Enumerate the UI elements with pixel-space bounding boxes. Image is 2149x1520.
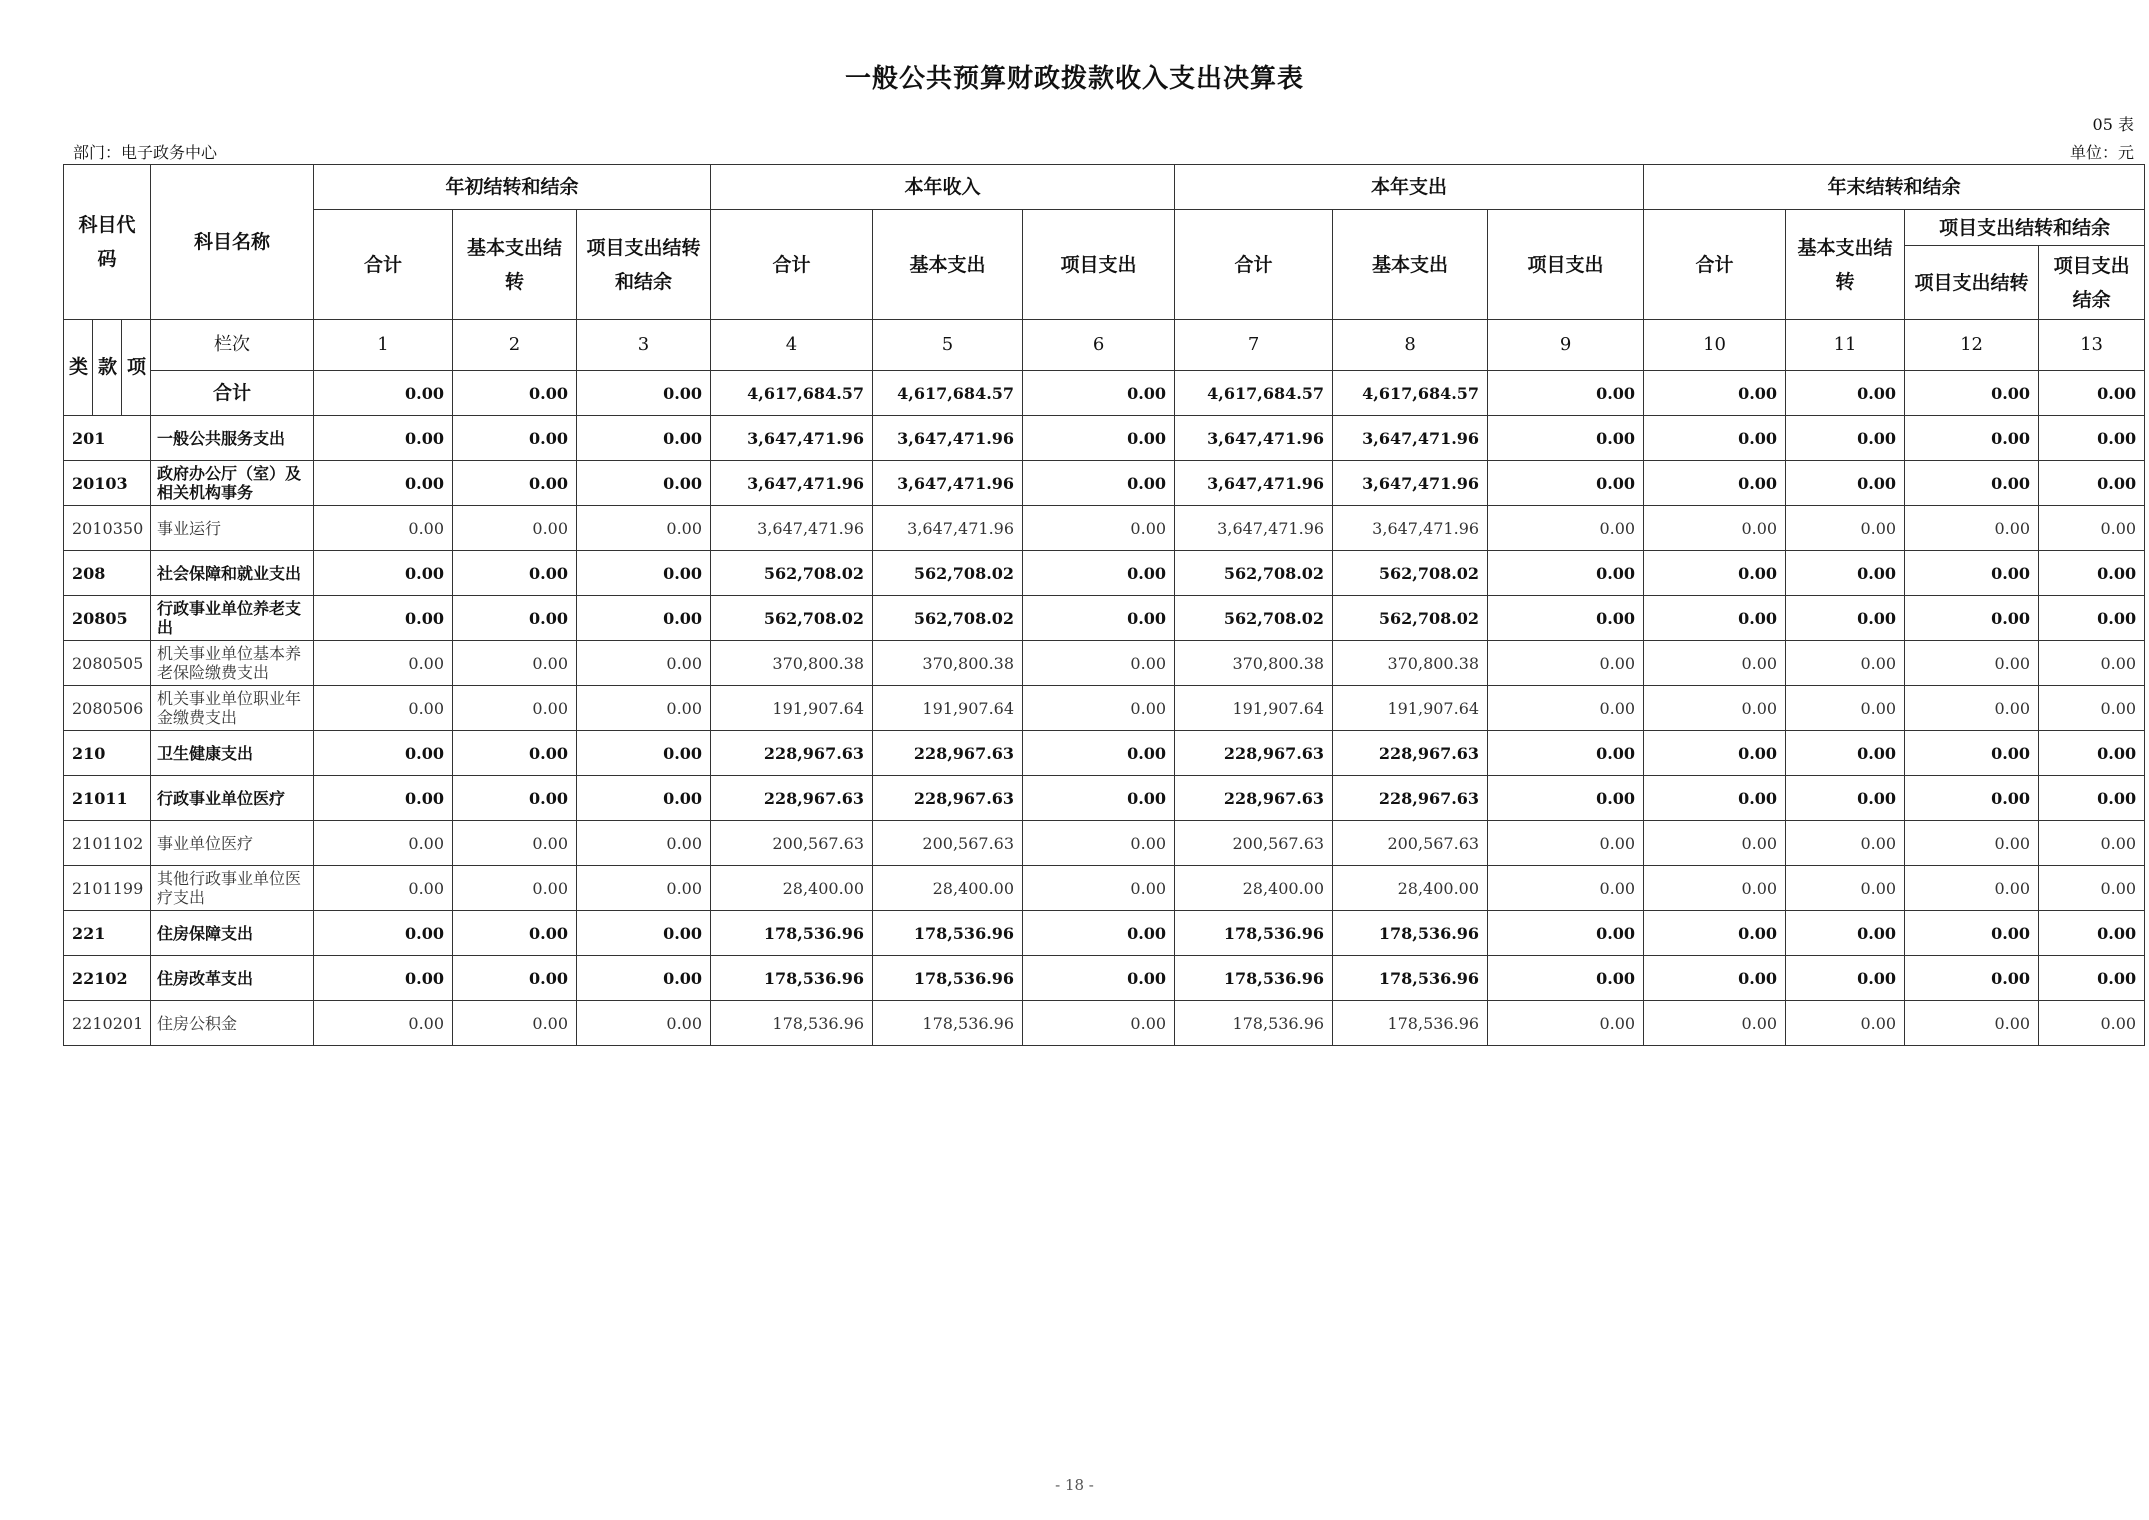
row-value-col-8: 178,536.96 <box>1333 956 1488 1001</box>
row-value-col-8: 178,536.96 <box>1333 911 1488 956</box>
row-code: 2210201 <box>64 1001 151 1046</box>
header-row-1 <box>64 165 2145 210</box>
row-code: 20805 <box>64 596 151 641</box>
row-value-col-7: 3,647,471.96 <box>1175 506 1333 551</box>
row-value-col-7: 3,647,471.96 <box>1175 416 1333 461</box>
row-value-col-11: 0.00 <box>1786 416 1905 461</box>
row-value-col-2: 0.00 <box>453 641 577 686</box>
row-name: 事业单位医疗 <box>151 821 314 866</box>
row-name: 机关事业单位职业年金缴费支出 <box>151 686 314 731</box>
row-value-col-10: 0.00 <box>1644 956 1786 1001</box>
row-name: 住房公积金 <box>151 1001 314 1046</box>
row-value-col-2: 0.00 <box>453 506 577 551</box>
row-code: 20103 <box>64 461 151 506</box>
row-value-col-13: 0.00 <box>2039 686 2145 731</box>
row-value-col-5: 178,536.96 <box>873 1001 1023 1046</box>
row-name: 机关事业单位基本养老保险缴费支出 <box>151 641 314 686</box>
row-value-col-11: 0.00 <box>1786 461 1905 506</box>
row-value-col-5: 562,708.02 <box>873 551 1023 596</box>
header-code: 科目代码 <box>64 165 151 320</box>
row-value-col-5: 370,800.38 <box>873 641 1023 686</box>
row-value-col-13: 0.00 <box>2039 821 2145 866</box>
row-value-col-12: 0.00 <box>1905 776 2039 821</box>
row-value-col-7: 562,708.02 <box>1175 596 1333 641</box>
row-name: 住房保障支出 <box>151 911 314 956</box>
row-value-col-3: 0.00 <box>577 596 711 641</box>
row-value-col-8: 4,617,684.57 <box>1333 371 1488 416</box>
row-value-col-12: 0.00 <box>1905 731 2039 776</box>
header-sub-7: 合计 <box>1175 210 1333 320</box>
row-value-col-2: 0.00 <box>453 866 577 911</box>
row-value-col-3: 0.00 <box>577 821 711 866</box>
header-sub-5: 基本支出 <box>873 210 1023 320</box>
row-value-col-1: 0.00 <box>314 911 453 956</box>
row-value-col-1: 0.00 <box>314 371 453 416</box>
row-value-col-6: 0.00 <box>1023 1001 1175 1046</box>
table-row <box>64 911 2145 956</box>
row-value-col-13: 0.00 <box>2039 911 2145 956</box>
row-value-col-12: 0.00 <box>1905 371 2039 416</box>
row-value-col-10: 0.00 <box>1644 731 1786 776</box>
row-value-col-6: 0.00 <box>1023 956 1175 1001</box>
header-sub-8: 基本支出 <box>1333 210 1488 320</box>
page-number: - 18 - <box>1055 1476 1094 1494</box>
col-num-8: 8 <box>1333 320 1488 371</box>
row-value-col-4: 228,967.63 <box>711 731 873 776</box>
header-sub-2: 基本支出结转 <box>453 210 577 320</box>
row-value-col-4: 200,567.63 <box>711 821 873 866</box>
row-code: 2080505 <box>64 641 151 686</box>
row-value-col-2: 0.00 <box>453 686 577 731</box>
row-value-col-9: 0.00 <box>1488 731 1644 776</box>
col-num-9: 9 <box>1488 320 1644 371</box>
row-value-col-5: 191,907.64 <box>873 686 1023 731</box>
row-value-col-4: 28,400.00 <box>711 866 873 911</box>
table-row <box>64 776 2145 821</box>
row-value-col-1: 0.00 <box>314 731 453 776</box>
row-value-col-3: 0.00 <box>577 416 711 461</box>
department-label: 部门：电子政务中心 <box>73 143 218 162</box>
row-value-col-2: 0.00 <box>453 371 577 416</box>
row-value-col-7: 191,907.64 <box>1175 686 1333 731</box>
row-value-col-9: 0.00 <box>1488 371 1644 416</box>
row-value-col-10: 0.00 <box>1644 641 1786 686</box>
report-title: 一般公共预算财政拨款收入支出决算表 <box>844 64 1304 94</box>
row-value-col-2: 0.00 <box>453 416 577 461</box>
table-row <box>64 866 2145 911</box>
row-value-col-13: 0.00 <box>2039 731 2145 776</box>
row-name: 行政事业单位医疗 <box>151 776 314 821</box>
row-value-col-2: 0.00 <box>453 1001 577 1046</box>
col-num-7: 7 <box>1175 320 1333 371</box>
row-value-col-13: 0.00 <box>2039 596 2145 641</box>
row-code: 201 <box>64 416 151 461</box>
row-value-col-11: 0.00 <box>1786 866 1905 911</box>
row-value-col-12: 0.00 <box>1905 1001 2039 1046</box>
header-sub-4: 合计 <box>711 210 873 320</box>
row-value-col-10: 0.00 <box>1644 866 1786 911</box>
table-row <box>64 371 2145 416</box>
row-value-col-5: 3,647,471.96 <box>873 461 1023 506</box>
row-value-col-9: 0.00 <box>1488 911 1644 956</box>
row-value-col-4: 4,617,684.57 <box>711 371 873 416</box>
row-value-col-13: 0.00 <box>2039 956 2145 1001</box>
row-value-col-5: 178,536.96 <box>873 956 1023 1001</box>
row-value-col-10: 0.00 <box>1644 461 1786 506</box>
row-value-col-6: 0.00 <box>1023 596 1175 641</box>
row-value-col-11: 0.00 <box>1786 1001 1905 1046</box>
row-value-col-1: 0.00 <box>314 416 453 461</box>
row-value-col-6: 0.00 <box>1023 371 1175 416</box>
row-name: 社会保障和就业支出 <box>151 551 314 596</box>
col-num-10: 10 <box>1644 320 1786 371</box>
column-number-row <box>64 320 2145 371</box>
row-value-col-8: 228,967.63 <box>1333 776 1488 821</box>
row-value-col-3: 0.00 <box>577 686 711 731</box>
row-value-col-2: 0.00 <box>453 956 577 1001</box>
row-value-col-13: 0.00 <box>2039 776 2145 821</box>
row-value-col-4: 3,647,471.96 <box>711 416 873 461</box>
row-value-col-11: 0.00 <box>1786 776 1905 821</box>
row-value-col-5: 228,967.63 <box>873 731 1023 776</box>
row-value-col-9: 0.00 <box>1488 956 1644 1001</box>
row-value-col-5: 3,647,471.96 <box>873 416 1023 461</box>
row-value-col-11: 0.00 <box>1786 821 1905 866</box>
row-value-col-12: 0.00 <box>1905 866 2039 911</box>
row-value-col-10: 0.00 <box>1644 551 1786 596</box>
row-value-col-4: 178,536.96 <box>711 911 873 956</box>
row-value-col-3: 0.00 <box>577 776 711 821</box>
row-value-col-1: 0.00 <box>314 551 453 596</box>
row-value-col-12: 0.00 <box>1905 551 2039 596</box>
row-value-col-7: 28,400.00 <box>1175 866 1333 911</box>
row-value-col-10: 0.00 <box>1644 506 1786 551</box>
row-value-col-4: 178,536.96 <box>711 1001 873 1046</box>
row-value-col-8: 178,536.96 <box>1333 1001 1488 1046</box>
table-row <box>64 1001 2145 1046</box>
row-value-col-9: 0.00 <box>1488 416 1644 461</box>
row-value-col-6: 0.00 <box>1023 551 1175 596</box>
table-row <box>64 686 2145 731</box>
row-value-col-6: 0.00 <box>1023 776 1175 821</box>
row-name: 合计 <box>151 371 314 416</box>
header-sub-9: 项目支出 <box>1488 210 1644 320</box>
row-value-col-11: 0.00 <box>1786 596 1905 641</box>
row-value-col-6: 0.00 <box>1023 506 1175 551</box>
table-row <box>64 731 2145 776</box>
row-value-col-13: 0.00 <box>2039 506 2145 551</box>
row-value-col-3: 0.00 <box>577 461 711 506</box>
row-value-col-10: 0.00 <box>1644 776 1786 821</box>
header-name: 科目名称 <box>151 165 314 320</box>
row-value-col-1: 0.00 <box>314 1001 453 1046</box>
row-value-col-10: 0.00 <box>1644 911 1786 956</box>
col-num-12: 12 <box>1905 320 2039 371</box>
row-code: 2101102 <box>64 821 151 866</box>
row-value-col-13: 0.00 <box>2039 1001 2145 1046</box>
row-value-col-5: 4,617,684.57 <box>873 371 1023 416</box>
col-num-6: 6 <box>1023 320 1175 371</box>
unit-label: 单位：元 <box>2069 143 2134 162</box>
row-value-col-12: 0.00 <box>1905 416 2039 461</box>
row-value-col-6: 0.00 <box>1023 461 1175 506</box>
header-row-2 <box>64 210 2145 246</box>
table-row <box>64 821 2145 866</box>
row-value-col-9: 0.00 <box>1488 506 1644 551</box>
row-value-col-3: 0.00 <box>577 551 711 596</box>
header-sub-3: 项目支出结转和结余 <box>577 210 711 320</box>
row-value-col-3: 0.00 <box>577 956 711 1001</box>
header-sub-6: 项目支出 <box>1023 210 1175 320</box>
category-lei: 类 <box>64 320 93 416</box>
row-value-col-13: 0.00 <box>2039 866 2145 911</box>
row-value-col-4: 178,536.96 <box>711 956 873 1001</box>
row-value-col-13: 0.00 <box>2039 641 2145 686</box>
row-name: 事业运行 <box>151 506 314 551</box>
row-value-col-6: 0.00 <box>1023 821 1175 866</box>
row-code: 210 <box>64 731 151 776</box>
row-value-col-6: 0.00 <box>1023 731 1175 776</box>
row-value-col-11: 0.00 <box>1786 641 1905 686</box>
row-value-col-6: 0.00 <box>1023 866 1175 911</box>
row-value-col-13: 0.00 <box>2039 371 2145 416</box>
row-value-col-8: 228,967.63 <box>1333 731 1488 776</box>
row-value-col-4: 3,647,471.96 <box>711 461 873 506</box>
row-value-col-13: 0.00 <box>2039 416 2145 461</box>
row-value-col-7: 200,567.63 <box>1175 821 1333 866</box>
row-value-col-7: 3,647,471.96 <box>1175 461 1333 506</box>
row-value-col-13: 0.00 <box>2039 461 2145 506</box>
category-xiang: 项 <box>122 320 151 416</box>
row-value-col-9: 0.00 <box>1488 1001 1644 1046</box>
row-value-col-13: 0.00 <box>2039 551 2145 596</box>
row-value-col-10: 0.00 <box>1644 596 1786 641</box>
col-num-4: 4 <box>711 320 873 371</box>
column-label: 栏次 <box>151 320 314 371</box>
row-value-col-9: 0.00 <box>1488 596 1644 641</box>
header-sub-1: 合计 <box>314 210 453 320</box>
row-value-col-7: 178,536.96 <box>1175 911 1333 956</box>
row-value-col-10: 0.00 <box>1644 821 1786 866</box>
row-value-col-6: 0.00 <box>1023 641 1175 686</box>
row-value-col-5: 178,536.96 <box>873 911 1023 956</box>
row-value-col-9: 0.00 <box>1488 641 1644 686</box>
table-number: 05 表 <box>2092 115 2134 134</box>
row-value-col-5: 28,400.00 <box>873 866 1023 911</box>
row-value-col-3: 0.00 <box>577 371 711 416</box>
row-value-col-8: 3,647,471.96 <box>1333 506 1488 551</box>
row-code: 21011 <box>64 776 151 821</box>
row-value-col-2: 0.00 <box>453 551 577 596</box>
row-value-col-3: 0.00 <box>577 866 711 911</box>
row-value-col-2: 0.00 <box>453 596 577 641</box>
row-value-col-7: 178,536.96 <box>1175 1001 1333 1046</box>
row-value-col-11: 0.00 <box>1786 371 1905 416</box>
row-value-col-12: 0.00 <box>1905 686 2039 731</box>
header-proj-group: 项目支出结转和结余 <box>1905 210 2145 246</box>
row-value-col-3: 0.00 <box>577 1001 711 1046</box>
row-value-col-1: 0.00 <box>314 506 453 551</box>
row-code: 2080506 <box>64 686 151 731</box>
row-value-col-4: 191,907.64 <box>711 686 873 731</box>
row-name: 住房改革支出 <box>151 956 314 1001</box>
row-code: 221 <box>64 911 151 956</box>
row-value-col-4: 370,800.38 <box>711 641 873 686</box>
col-num-13: 13 <box>2039 320 2145 371</box>
row-value-col-11: 0.00 <box>1786 506 1905 551</box>
row-value-col-12: 0.00 <box>1905 911 2039 956</box>
row-value-col-12: 0.00 <box>1905 506 2039 551</box>
table-row <box>64 506 2145 551</box>
row-value-col-11: 0.00 <box>1786 551 1905 596</box>
row-value-col-9: 0.00 <box>1488 776 1644 821</box>
row-value-col-7: 228,967.63 <box>1175 776 1333 821</box>
row-value-col-8: 28,400.00 <box>1333 866 1488 911</box>
row-value-col-4: 562,708.02 <box>711 551 873 596</box>
col-num-2: 2 <box>453 320 577 371</box>
row-value-col-11: 0.00 <box>1786 731 1905 776</box>
row-value-col-10: 0.00 <box>1644 686 1786 731</box>
row-value-col-8: 3,647,471.96 <box>1333 416 1488 461</box>
row-value-col-8: 370,800.38 <box>1333 641 1488 686</box>
row-value-col-1: 0.00 <box>314 461 453 506</box>
row-value-col-7: 562,708.02 <box>1175 551 1333 596</box>
row-value-col-2: 0.00 <box>453 821 577 866</box>
row-name: 行政事业单位养老支出 <box>151 596 314 641</box>
row-value-col-6: 0.00 <box>1023 686 1175 731</box>
row-value-col-8: 200,567.63 <box>1333 821 1488 866</box>
row-value-col-5: 228,967.63 <box>873 776 1023 821</box>
header-group-2: 本年收入 <box>711 165 1175 210</box>
row-value-col-3: 0.00 <box>577 731 711 776</box>
row-value-col-10: 0.00 <box>1644 1001 1786 1046</box>
row-name: 卫生健康支出 <box>151 731 314 776</box>
row-value-col-2: 0.00 <box>453 461 577 506</box>
row-value-col-8: 191,907.64 <box>1333 686 1488 731</box>
header-group-3: 本年支出 <box>1175 165 1644 210</box>
row-value-col-7: 228,967.63 <box>1175 731 1333 776</box>
row-name: 其他行政事业单位医疗支出 <box>151 866 314 911</box>
header-group-4: 年末结转和结余 <box>1644 165 2145 210</box>
row-value-col-8: 562,708.02 <box>1333 596 1488 641</box>
table-row <box>64 641 2145 686</box>
row-value-col-2: 0.00 <box>453 731 577 776</box>
row-value-col-11: 0.00 <box>1786 686 1905 731</box>
row-value-col-3: 0.00 <box>577 641 711 686</box>
row-code: 208 <box>64 551 151 596</box>
header-proj-sub-2: 项目支出结余 <box>2039 246 2145 320</box>
row-name: 一般公共服务支出 <box>151 416 314 461</box>
row-value-col-9: 0.00 <box>1488 866 1644 911</box>
row-value-col-10: 0.00 <box>1644 371 1786 416</box>
row-value-col-1: 0.00 <box>314 866 453 911</box>
row-code: 22102 <box>64 956 151 1001</box>
row-value-col-12: 0.00 <box>1905 641 2039 686</box>
row-value-col-3: 0.00 <box>577 506 711 551</box>
row-value-col-1: 0.00 <box>314 596 453 641</box>
row-value-col-11: 0.00 <box>1786 956 1905 1001</box>
table-row <box>64 596 2145 641</box>
row-value-col-9: 0.00 <box>1488 551 1644 596</box>
table-row <box>64 551 2145 596</box>
row-value-col-2: 0.00 <box>453 776 577 821</box>
table-row <box>64 416 2145 461</box>
row-value-col-8: 562,708.02 <box>1333 551 1488 596</box>
row-value-col-10: 0.00 <box>1644 416 1786 461</box>
col-num-1: 1 <box>314 320 453 371</box>
row-value-col-7: 178,536.96 <box>1175 956 1333 1001</box>
table-row <box>64 461 2145 506</box>
row-value-col-7: 4,617,684.57 <box>1175 371 1333 416</box>
col-num-11: 11 <box>1786 320 1905 371</box>
col-num-5: 5 <box>873 320 1023 371</box>
table-row <box>64 956 2145 1001</box>
row-value-col-5: 562,708.02 <box>873 596 1023 641</box>
row-value-col-12: 0.00 <box>1905 821 2039 866</box>
row-value-col-1: 0.00 <box>314 686 453 731</box>
row-value-col-3: 0.00 <box>577 911 711 956</box>
row-value-col-12: 0.00 <box>1905 461 2039 506</box>
row-value-col-7: 370,800.38 <box>1175 641 1333 686</box>
row-code: 2101199 <box>64 866 151 911</box>
row-value-col-6: 0.00 <box>1023 911 1175 956</box>
header-sub-11: 基本支出结转 <box>1786 210 1905 320</box>
row-value-col-6: 0.00 <box>1023 416 1175 461</box>
row-value-col-2: 0.00 <box>453 911 577 956</box>
row-value-col-9: 0.00 <box>1488 686 1644 731</box>
header-sub-10: 合计 <box>1644 210 1786 320</box>
row-value-col-4: 228,967.63 <box>711 776 873 821</box>
row-value-col-12: 0.00 <box>1905 596 2039 641</box>
category-kuan: 款 <box>93 320 122 416</box>
row-name: 政府办公厅（室）及相关机构事务 <box>151 461 314 506</box>
row-value-col-12: 0.00 <box>1905 956 2039 1001</box>
row-value-col-9: 0.00 <box>1488 461 1644 506</box>
row-value-col-4: 3,647,471.96 <box>711 506 873 551</box>
row-value-col-11: 0.00 <box>1786 911 1905 956</box>
col-num-3: 3 <box>577 320 711 371</box>
row-value-col-1: 0.00 <box>314 956 453 1001</box>
header-proj-sub-1: 项目支出结转 <box>1905 246 2039 320</box>
row-value-col-5: 200,567.63 <box>873 821 1023 866</box>
row-value-col-4: 562,708.02 <box>711 596 873 641</box>
row-value-col-9: 0.00 <box>1488 821 1644 866</box>
header-group-1: 年初结转和结余 <box>314 165 711 210</box>
row-code: 2010350 <box>64 506 151 551</box>
row-value-col-1: 0.00 <box>314 641 453 686</box>
row-value-col-8: 3,647,471.96 <box>1333 461 1488 506</box>
row-value-col-1: 0.00 <box>314 821 453 866</box>
row-value-col-1: 0.00 <box>314 776 453 821</box>
budget-table <box>63 164 2145 1046</box>
row-value-col-5: 3,647,471.96 <box>873 506 1023 551</box>
